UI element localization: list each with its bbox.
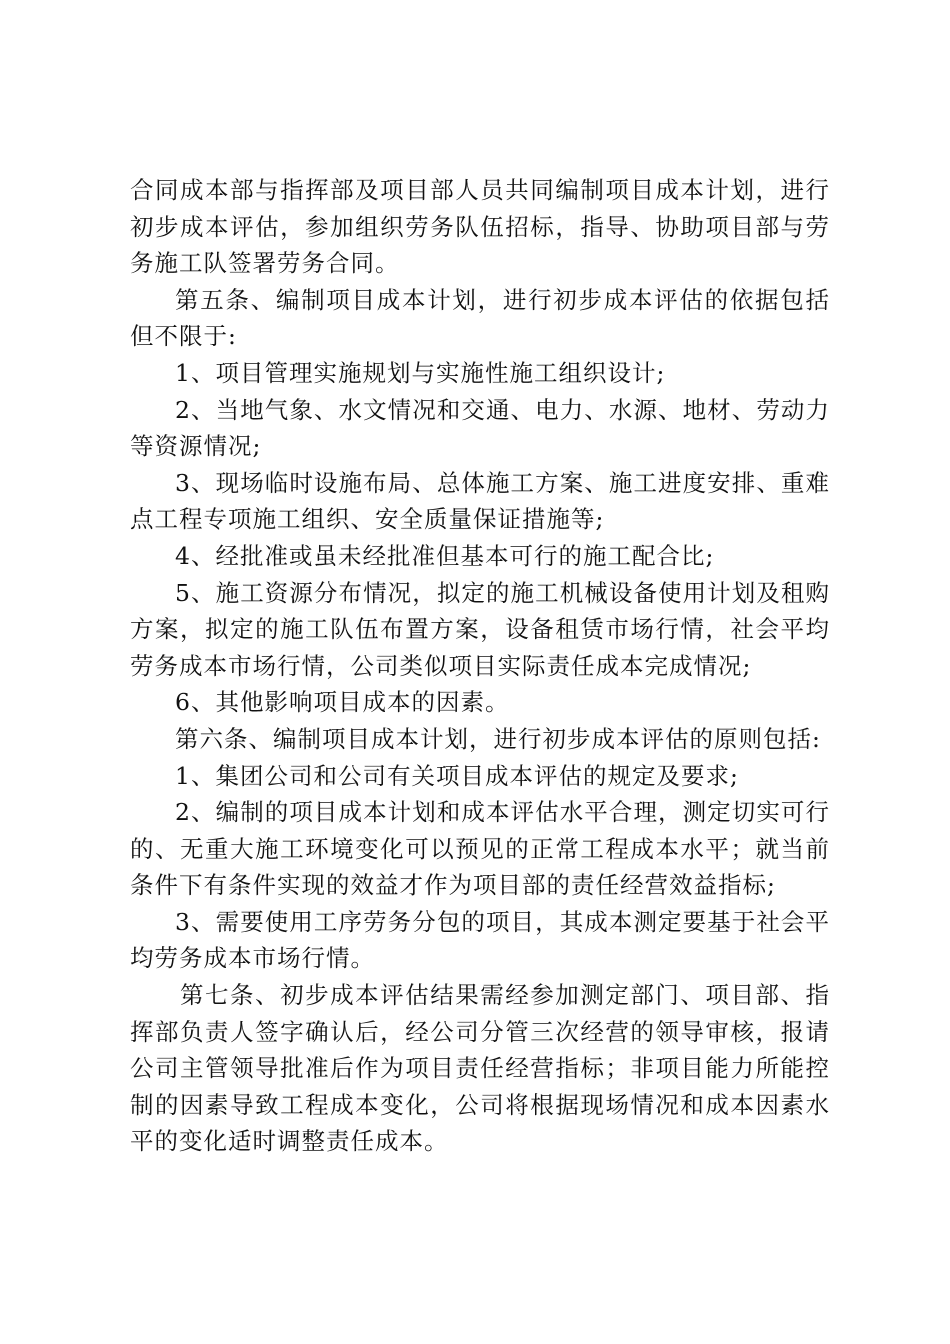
article-6-item-2: 2、编制的项目成本计划和成本评估水平合理，测定切实可行的、无重大施工环境变化可以预见的正常工程成本水平；就当前条件下有条件实现的效益才作为项目部的责任经营效益指标;: [130, 798, 830, 900]
article-5-item-3: 3、现场临时设施布局、总体施工方案、施工进度安排、重难点工程专项施工组织、安全质量保证措施等;: [130, 468, 830, 534]
article-7-paragraph: 第七条、初步成本评估结果需经参加测定部门、项目部、指挥部负责人签字确认后，经公司分管三次经营的领导审核，报请公司主管领导批准后作为项目责任经营指标；非项目能力所能控制的因素导致工程成本变化，公司将根据现场情况和成本因素水平的变化适时调整责任成本。: [130, 981, 830, 1156]
article-5-item-6: 6、其他影响项目成本的因素。: [175, 688, 510, 717]
article-5-item-1: 1、项目管理实施规划与实施性施工组织设计;: [175, 358, 666, 387]
article-5-heading: 第五条、编制项目成本计划，进行初步成本评估的依据包括但不限于:: [130, 285, 830, 351]
article-5-item-4: 4、经批准或虽未经批准但基本可行的施工配合比;: [175, 541, 715, 570]
article-5-item-5: 5、施工资源分布情况，拟定的施工机械设备使用计划及租购方案，拟定的施工队伍布置方案，设备租赁市场行情，社会平均劳务成本市场行情，公司类似项目实际责任成本完成情况;: [130, 578, 830, 680]
document-body: [130, 172, 830, 1160]
article-6-heading: 第六条、编制项目成本计划，进行初步成本评估的原则包括:: [175, 724, 821, 753]
paragraph-continuation: 合同成本部与指挥部及项目部人员共同编制项目成本计划，进行初步成本评估，参加组织劳务队伍招标，指导、协助项目部与劳务施工队签署劳务合同。: [130, 176, 830, 278]
article-6-item-1: 1、集团公司和公司有关项目成本评估的规定及要求;: [175, 761, 739, 790]
article-5-item-2: 2、当地气象、水文情况和交通、电力、水源、地材、劳动力等资源情况;: [130, 395, 830, 461]
article-6-item-3: 3、需要使用工序劳务分包的项目，其成本测定要基于社会平均劳务成本市场行情。: [130, 907, 830, 973]
